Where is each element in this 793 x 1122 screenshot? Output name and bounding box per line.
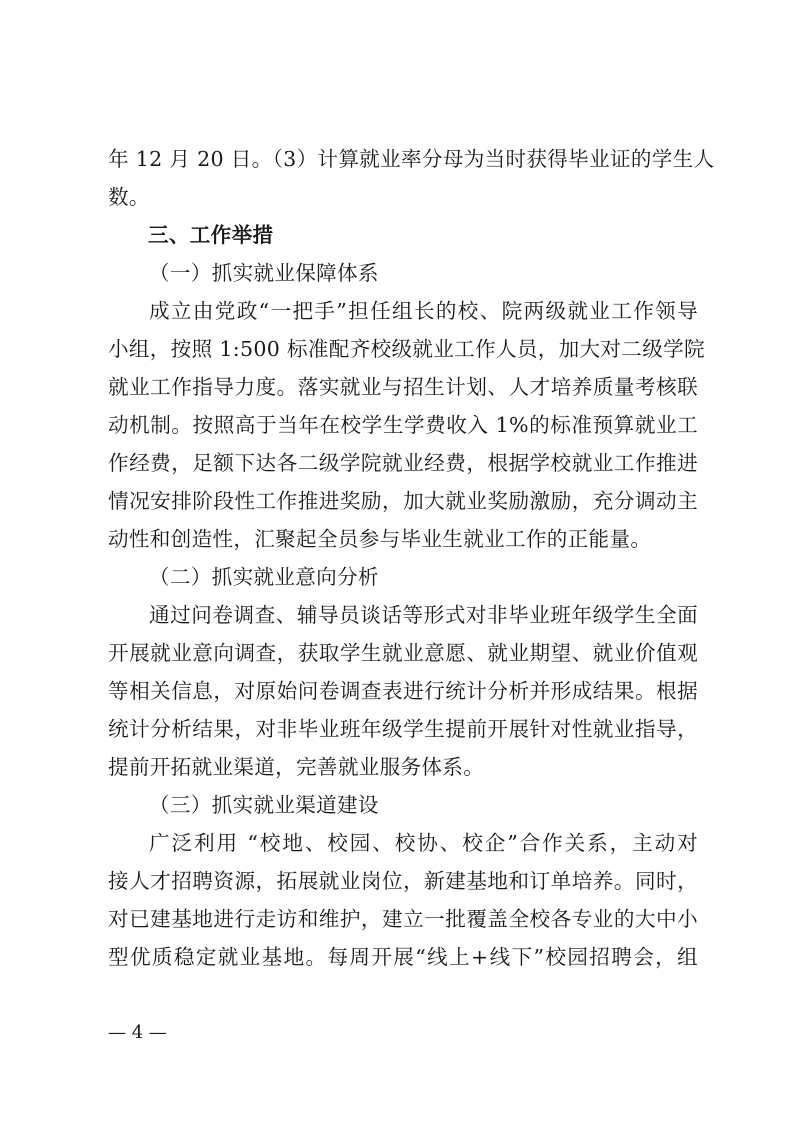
- body-line: 通过问卷调查、辅导员谈话等形式对非毕业班年级学生全面: [149, 603, 698, 627]
- body-line: 接人才招聘资源，拓展就业岗位，新建基地和订单培养。同时，: [108, 869, 698, 893]
- body-line: 对已建基地进行走访和维护，建立一批覆盖全校各专业的大中小: [108, 907, 698, 931]
- document-body: [108, 140, 715, 976]
- body-line: 动机制。按照高于当年在校学生学费收入 1%的标准预算就业工: [108, 413, 698, 437]
- page-number: — 4 —: [108, 1022, 167, 1043]
- body-line: 成立由党政“一把手”担任组长的校、院两级就业工作领导: [149, 299, 698, 323]
- body-line: 年 12 月 20 日。（3）计算就业率分母为当时获得毕业证的学生人: [108, 147, 715, 171]
- body-line: 统计分析结果，对非毕业班年级学生提前开展针对性就业指导，: [108, 717, 698, 741]
- body-line: 就业工作指导力度。落实就业与招生计划、人才培养质量考核联: [108, 375, 698, 399]
- body-line: 广泛利用 “校地、校园、校协、校企”合作关系，主动对: [149, 831, 698, 855]
- body-line: 作经费，足额下达各二级学院就业经费，根据学校就业工作推进: [108, 451, 698, 475]
- section-heading: 三、工作举措: [148, 223, 274, 247]
- body-line: 型优质稳定就业基地。每周开展“线上+线下”校园招聘会，组: [108, 945, 698, 969]
- subsection-heading: （二）抓实就业意向分析: [149, 565, 379, 589]
- body-line: 提前开拓就业渠道，完善就业服务体系。: [108, 755, 485, 779]
- body-line: 等相关信息，对原始问卷调查表进行统计分析并形成结果。根据: [108, 679, 698, 703]
- body-line: 情况安排阶段性工作推进奖励，加大就业奖励激励，充分调动主: [108, 489, 698, 513]
- body-line: 数。: [108, 185, 150, 209]
- subsection-heading: （三）抓实就业渠道建设: [149, 793, 379, 817]
- body-line: 开展就业意向调查，获取学生就业意愿、就业期望、就业价值观: [108, 641, 698, 665]
- subsection-heading: （一）抓实就业保障体系: [149, 261, 379, 285]
- body-line: 小组，按照 1:500 标准配齐校级就业工作人员，加大对二级学院: [108, 337, 705, 361]
- body-line: 动性和创造性，汇聚起全员参与毕业生就业工作的正能量。: [108, 527, 652, 551]
